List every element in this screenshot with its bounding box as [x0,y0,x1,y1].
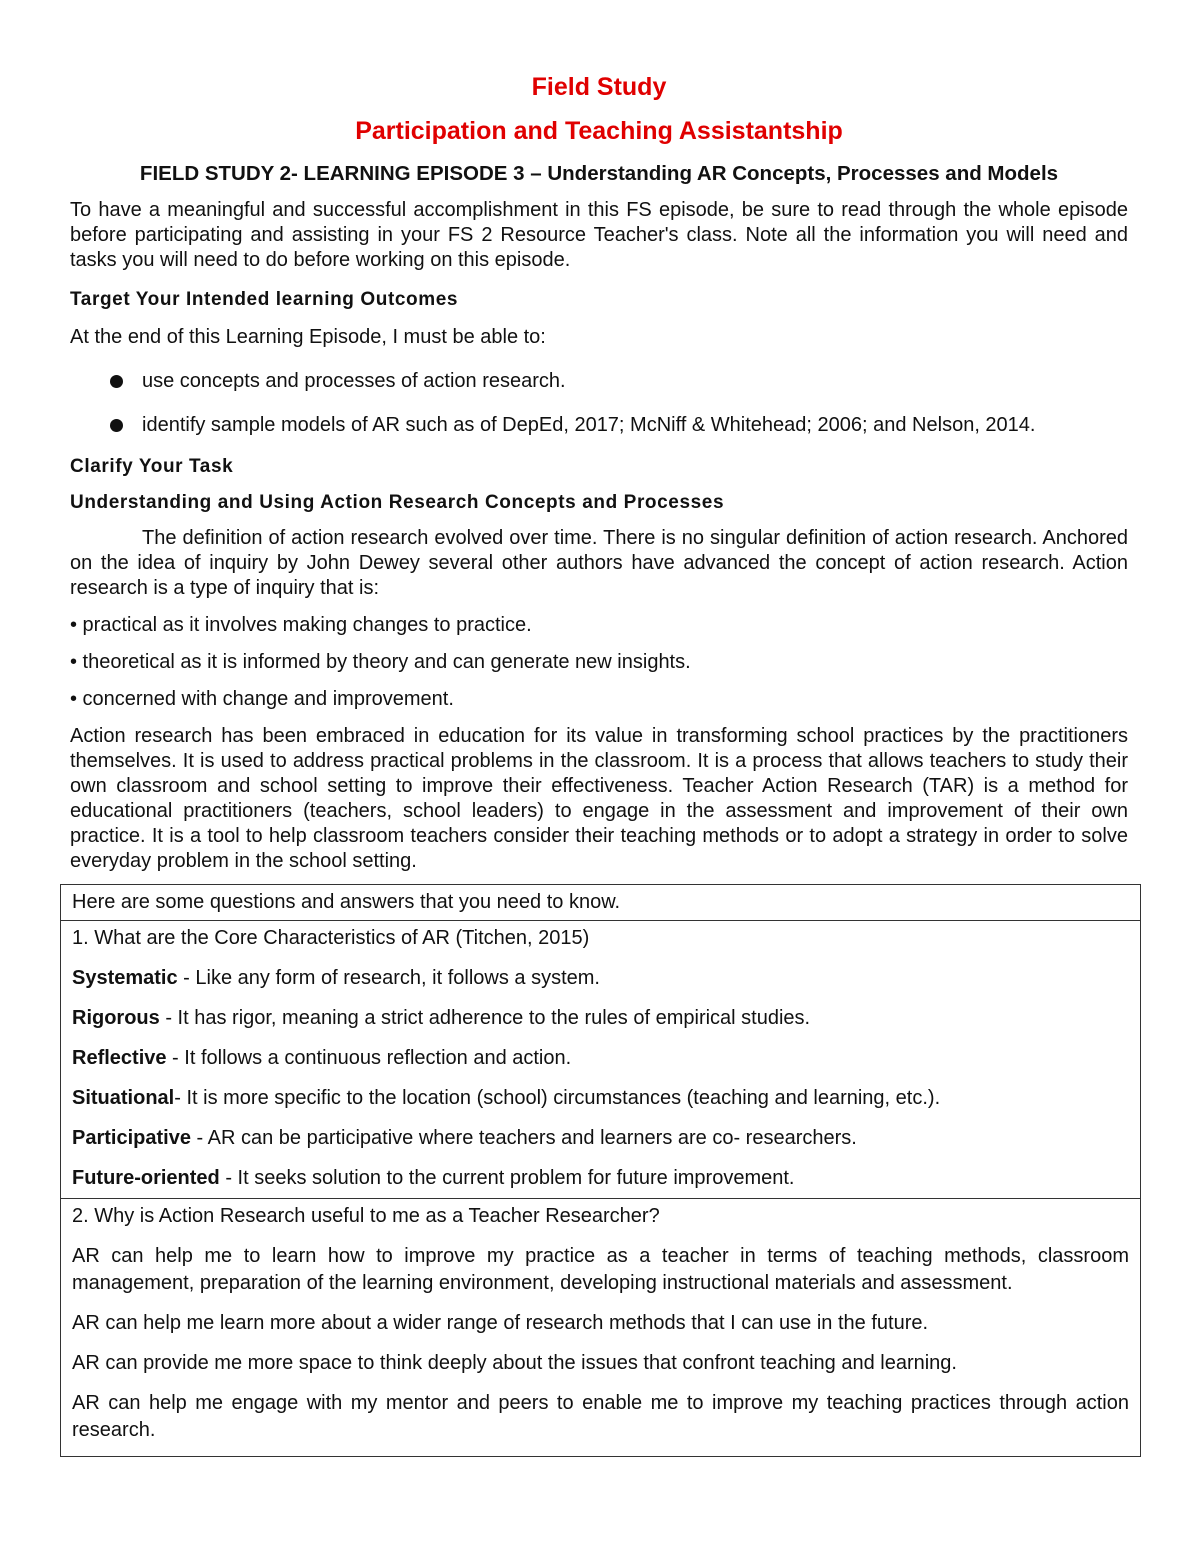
list-item [70,412,1128,438]
outcome-text: use concepts and processes of action research. [142,370,566,392]
list-item: • practical as it involves making changes to practice. [70,614,532,636]
list-item: • concerned with change and improvement. [70,688,454,710]
term-text: - It follows a continuous reflection and action. [166,1047,572,1069]
list-item: AR can help me to learn how to improve my practice as a teacher in terms of teaching methods, classroom management, preparation of the learning environment, developing instructional materials and assessment. [72,1245,1129,1294]
list-item [72,1125,1129,1152]
table-row [61,921,1141,1199]
term-label: Reflective [72,1047,167,1069]
document-subtitle: Participation and Teaching Assistantship [355,117,843,145]
term-text: - It has rigor, meaning a strict adherence to the rules of empirical studies. [159,1007,811,1029]
outcome-text: identify sample models of AR such as of DepEd, 2017; McNiff & Whitehead; 2006; and Nelson, 2014. [142,414,1036,436]
document-title: Field Study [531,73,667,101]
table-row [61,1199,1141,1457]
bullet-icon [110,375,123,388]
term-label: Systematic [72,967,178,989]
table-row [61,885,1141,921]
outcomes-heading: Target Your Intended learning Outcomes [70,289,459,310]
outcomes-lead: At the end of this Learning Episode, I must be able to: [70,326,546,348]
term-text: - It is more specific to the location (school) circumstances (teaching and learning, etc.). [174,1087,941,1109]
list-item [72,965,1129,992]
q2-cell [61,1199,1141,1457]
list-item [72,1005,1129,1032]
tar-paragraph: Action research has been embraced in education for its value in transforming school practices by the practitioners themselves. It is used to address practical problems in the classroom. It is a process that allows teachers to study their own classroom and school setting to improve their effectiveness. Teacher Action Research (TAR) is a method for educational practitioners (teachers, school leaders) to engage in the assessment and improvement of their own practice. It is a tool to help classroom teachers consider their teaching methods or to adopt a strategy in order to solve everyday problem in the school setting. [70,725,1128,872]
document-page [70,70,1128,874]
term-label: Participative [72,1127,191,1149]
list-item [70,368,1128,394]
q2-question: 2. Why is Action Research useful to me as a Teacher Researcher? [72,1205,660,1227]
term-label: Rigorous [72,1007,160,1029]
q1-question: 1. What are the Core Characteristics of AR (Titchen, 2015) [72,927,590,949]
list-item: AR can help me learn more about a wider range of research methods that I can use in the future. [72,1312,929,1334]
task-subheading: Understanding and Using Action Research Concepts and Processes [70,492,725,513]
term-text: - Like any form of research, it follows a system. [177,967,600,989]
qa-intro: Here are some questions and answers that you need to know. [72,891,621,913]
list-item: AR can help me engage with my mentor and peers to enable me to improve my teaching practices through action research. [72,1392,1129,1441]
list-item [72,1085,1129,1112]
outcomes-list [70,368,1128,438]
term-text: - AR can be participative where teachers and learners are co- researchers. [190,1127,857,1149]
bullet-icon [110,419,123,432]
term-text: - It seeks solution to the current problem for future improvement. [219,1167,795,1189]
task-heading: Clarify Your Task [70,456,234,477]
term-label: Future-oriented [72,1167,220,1189]
episode-heading: FIELD STUDY 2- LEARNING EPISODE 3 – Understanding AR Concepts, Processes and Models [139,162,1059,185]
list-item [72,1045,1129,1072]
list-item: • theoretical as it is informed by theory and can generate new insights. [70,651,691,673]
list-item [72,1165,1129,1192]
qa-table [60,884,1141,1457]
definition-paragraph: The definition of action research evolved over time. There is no singular definition of action research. Anchored on the idea of inquiry by John Dewey several other authors have advanced the concept of action research. Action research is a type of inquiry that is: [70,527,1128,599]
term-label: Situational [72,1087,175,1109]
intro-paragraph: To have a meaningful and successful accomplishment in this FS episode, be sure to read through the whole episode before participating and assisting in your FS 2 Resource Teacher's class. Note all the information you will need and tasks you will need to do before working on this episode. [70,199,1128,271]
list-item: AR can provide me more space to think deeply about the issues that confront teaching and learning. [72,1352,957,1374]
qa-intro-cell [61,885,1141,921]
q1-cell [61,921,1141,1199]
